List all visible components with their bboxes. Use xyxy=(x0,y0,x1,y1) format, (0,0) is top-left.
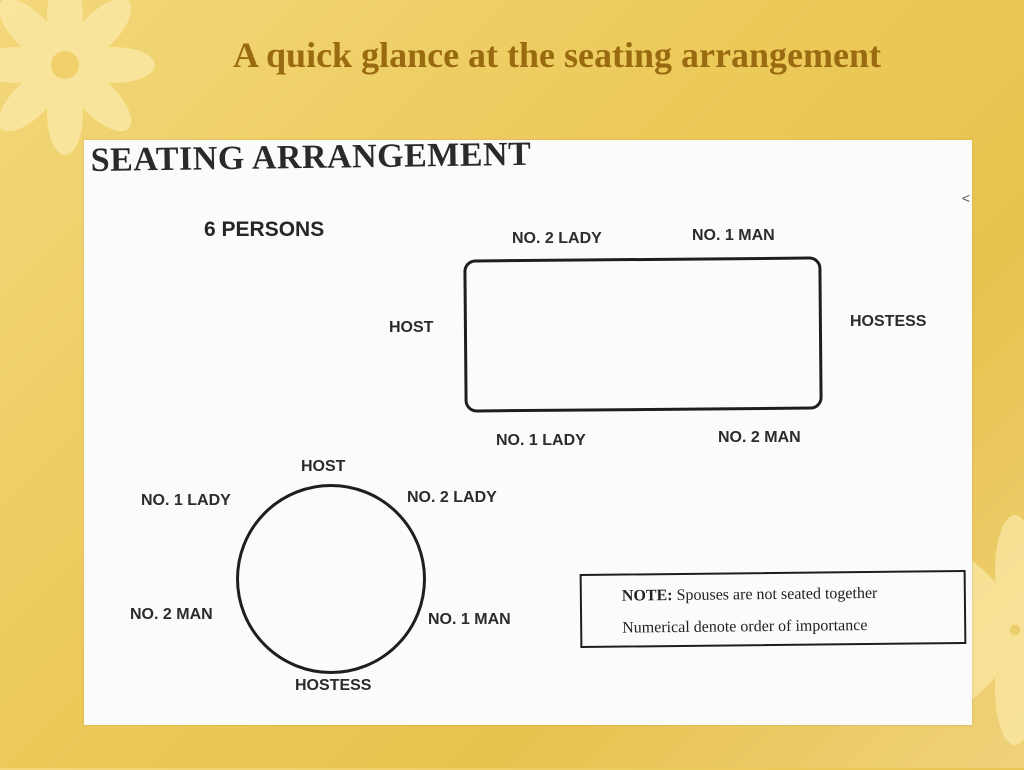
note-prefix: NOTE: xyxy=(621,587,673,605)
rectangular-table xyxy=(463,256,822,412)
rect-seat-no2-lady: NO. 2 LADY xyxy=(512,230,602,247)
round-seat-no1-lady: NO. 1 LADY xyxy=(141,492,231,509)
note-box xyxy=(580,570,967,648)
rect-seat-host: HOST xyxy=(389,319,434,336)
round-seat-no2-man: NO. 2 MAN xyxy=(130,606,213,623)
round-seat-no1-man: NO. 1 MAN xyxy=(428,611,511,628)
round-seat-no2-lady: NO. 2 LADY xyxy=(407,489,497,506)
scanned-diagram xyxy=(84,135,972,725)
scan-mark: < xyxy=(961,190,970,206)
round-table xyxy=(236,484,426,674)
note-line-2: Numerical denote order of importance xyxy=(622,617,868,637)
slide-title: A quick glance at the seating arrangement xyxy=(233,35,881,75)
note-line-1 xyxy=(622,585,878,606)
note-text-1: Spouses are not seated together xyxy=(672,584,878,605)
rect-seat-no1-man: NO. 1 MAN xyxy=(692,227,775,244)
rect-seat-no1-lady: NO. 1 LADY xyxy=(496,432,586,449)
diagram-heading: SEATING ARRANGEMENT xyxy=(90,135,532,180)
rect-seat-hostess: HOSTESS xyxy=(850,313,927,330)
round-seat-hostess: HOSTESS xyxy=(295,677,372,694)
round-seat-host: HOST xyxy=(301,458,346,475)
rect-seat-no2-man: NO. 2 MAN xyxy=(718,429,801,446)
persons-count: 6 PERSONS xyxy=(204,218,325,241)
